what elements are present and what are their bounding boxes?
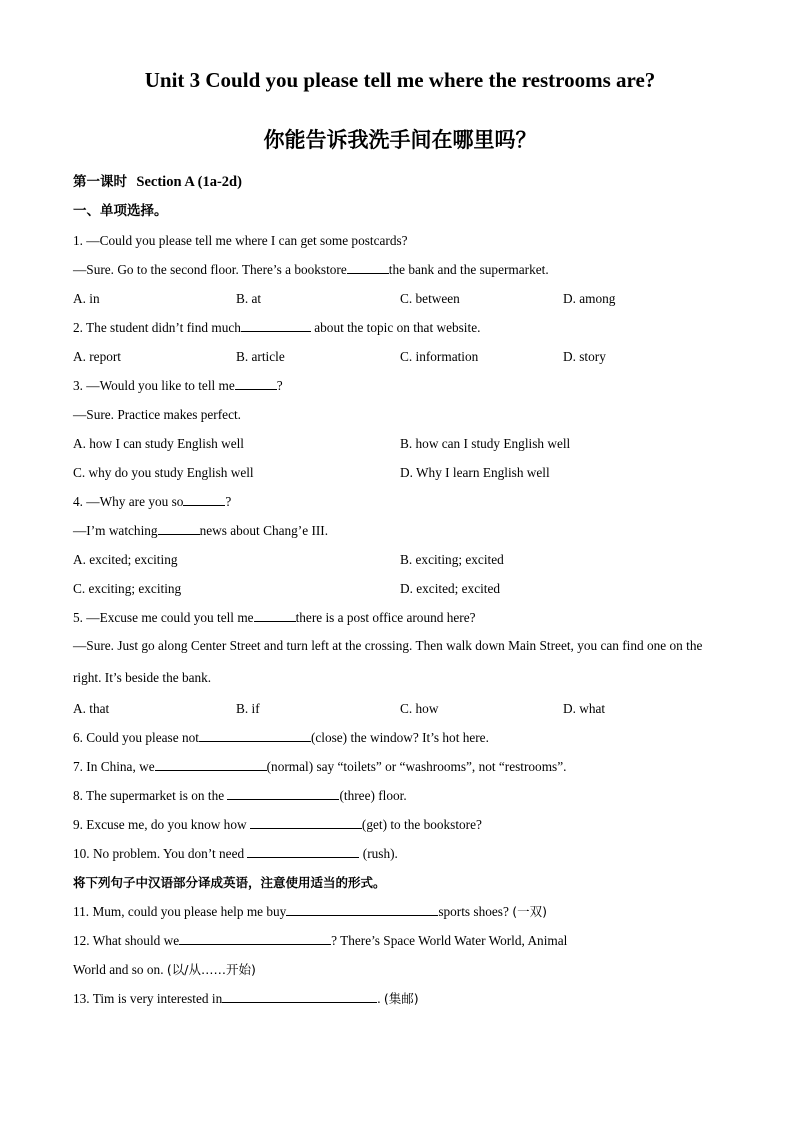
question-10-text-a: 10. No problem. You don’t need — [73, 846, 248, 861]
option-d[interactable]: D. what — [563, 701, 606, 716]
question-1-text-a: —Sure. Go to the second floor. There’s a bookstore — [73, 262, 347, 277]
question-6 — [73, 723, 733, 752]
question-6-text-a: 6. Could you please not — [73, 730, 199, 745]
answer-blank[interactable] — [158, 520, 200, 535]
option-b[interactable]: B. if — [236, 701, 260, 716]
answer-blank[interactable] — [155, 756, 267, 771]
question-2-text-a: 2. The student didn’t find much — [73, 320, 241, 335]
option-c[interactable]: C. how — [400, 701, 439, 716]
lesson-section: Section A (1a-2d) — [136, 174, 242, 190]
question-2-options — [73, 342, 733, 371]
question-7-text-b: (normal) say “toilets” or “washrooms”, not “restrooms”. — [266, 759, 567, 774]
option-a[interactable]: A. how I can study English well — [73, 436, 244, 451]
question-2-text-b: about the topic on that website. — [310, 320, 481, 335]
answer-blank[interactable] — [347, 259, 389, 274]
question-12-text-a: 12. What should we — [73, 933, 180, 948]
question-4-options-row2 — [73, 574, 733, 603]
question-8 — [73, 781, 733, 810]
worksheet-body — [73, 168, 733, 1013]
option-b[interactable]: B. how can I study English well — [400, 436, 571, 451]
question-3-options-row1 — [73, 429, 733, 458]
answer-blank[interactable] — [247, 843, 359, 858]
question-4-stem — [73, 487, 733, 516]
question-12-text-b: ? There’s Space World Water World, Animal — [331, 933, 568, 948]
question-5-response: —Sure. Just go along Center Street and turn left at the crossing. Then walk down Main Street, you can find one on the right. It’s beside the bank. — [73, 638, 703, 685]
question-13-hint: (集邮) — [383, 991, 419, 1006]
question-4-options-row1 — [73, 545, 733, 574]
question-1-text-b: the bank and the supermarket. — [388, 262, 549, 277]
question-4-response — [73, 516, 733, 545]
option-a[interactable]: A. report — [73, 349, 121, 364]
question-5-options — [73, 694, 733, 723]
option-d[interactable]: D. among — [563, 291, 616, 306]
question-5-stem — [73, 603, 733, 632]
question-9-text-a: 9. Excuse me, do you know how — [73, 817, 250, 832]
option-b[interactable]: B. exciting; excited — [400, 552, 504, 567]
answer-blank[interactable] — [286, 901, 438, 916]
option-a[interactable]: A. in — [73, 291, 100, 306]
option-c[interactable]: C. between — [400, 291, 460, 306]
answer-blank[interactable] — [254, 607, 296, 622]
question-7-text-a: 7. In China, we — [73, 759, 155, 774]
option-c[interactable]: C. exciting; exciting — [73, 581, 182, 596]
question-10 — [73, 839, 733, 868]
part2-heading: 将下列句子中汉语部分译成英语，注意使用适当的形式。 — [73, 875, 386, 890]
answer-blank[interactable] — [222, 988, 377, 1003]
question-1-options — [73, 284, 733, 313]
option-b[interactable]: B. article — [236, 349, 285, 364]
part1-heading: 一、单项选择。 — [73, 203, 168, 219]
answer-blank[interactable] — [199, 727, 311, 742]
option-c[interactable]: C. information — [400, 349, 479, 364]
question-3-text-b: ? — [276, 378, 283, 393]
question-7 — [73, 752, 733, 781]
question-11-text-b: sports shoes? — [438, 904, 513, 919]
question-9-text-b: (get) to the bookstore? — [361, 817, 482, 832]
question-1-stem: 1. —Could you please tell me where I can get some postcards? — [73, 233, 408, 248]
answer-blank[interactable] — [179, 930, 331, 945]
answer-blank[interactable] — [235, 375, 277, 390]
lesson-label: 第一课时 — [73, 174, 127, 190]
question-9 — [73, 810, 733, 839]
question-3-options-row2 — [73, 458, 733, 487]
question-11-text-a: 11. Mum, could you please help me buy — [73, 904, 287, 919]
question-10-text-b: (rush). — [359, 846, 398, 861]
question-12-continued — [73, 955, 733, 984]
question-12-text-c: World and so on. — [73, 962, 167, 977]
question-1-response — [73, 255, 733, 284]
question-11 — [73, 897, 733, 926]
option-a[interactable]: A. that — [73, 701, 110, 716]
answer-blank[interactable] — [227, 785, 339, 800]
option-a[interactable]: A. excited; exciting — [73, 552, 178, 567]
question-8-text-a: 8. The supermarket is on the — [73, 788, 228, 803]
question-5-text-a: 5. —Excuse me could you tell me — [73, 610, 254, 625]
question-3-response: —Sure. Practice makes perfect. — [73, 407, 241, 422]
question-4-text-b: ? — [225, 494, 232, 509]
option-d[interactable]: D. story — [563, 349, 606, 364]
question-11-hint: (一双) — [512, 904, 547, 919]
question-4-text-c: —I’m watching — [73, 523, 158, 538]
question-3-text-a: 3. —Would you like to tell me — [73, 378, 235, 393]
question-13 — [73, 984, 733, 1013]
answer-blank[interactable] — [250, 814, 362, 829]
question-13-text-b: . — [377, 991, 384, 1006]
question-2-stem — [73, 313, 733, 342]
option-d[interactable]: D. Why I learn English well — [400, 465, 550, 480]
question-4-text-d: news about Chang’e III. — [199, 523, 329, 538]
page-subtitle-chinese: 你能告诉我洗手间在哪里吗？ — [263, 128, 537, 152]
option-c[interactable]: C. why do you study English well — [73, 465, 254, 480]
question-12 — [73, 926, 733, 955]
option-d[interactable]: D. excited; excited — [400, 581, 501, 596]
question-12-hint: (以/从……开始) — [166, 962, 256, 977]
question-4-text-a: 4. —Why are you so — [73, 494, 184, 509]
answer-blank[interactable] — [241, 317, 311, 332]
question-5-text-b: there is a post office around here? — [295, 610, 476, 625]
question-3-stem — [73, 371, 733, 400]
answer-blank[interactable] — [183, 491, 225, 506]
option-b[interactable]: B. at — [236, 291, 262, 306]
lesson-heading — [73, 168, 733, 197]
question-6-text-b: (close) the window? It’s hot here. — [310, 730, 489, 745]
question-13-text-a: 13. Tim is very interested in — [73, 991, 223, 1006]
page-title: Unit 3 Could you please tell me where the restrooms are? — [144, 68, 656, 92]
question-8-text-b: (three) floor. — [339, 788, 407, 803]
